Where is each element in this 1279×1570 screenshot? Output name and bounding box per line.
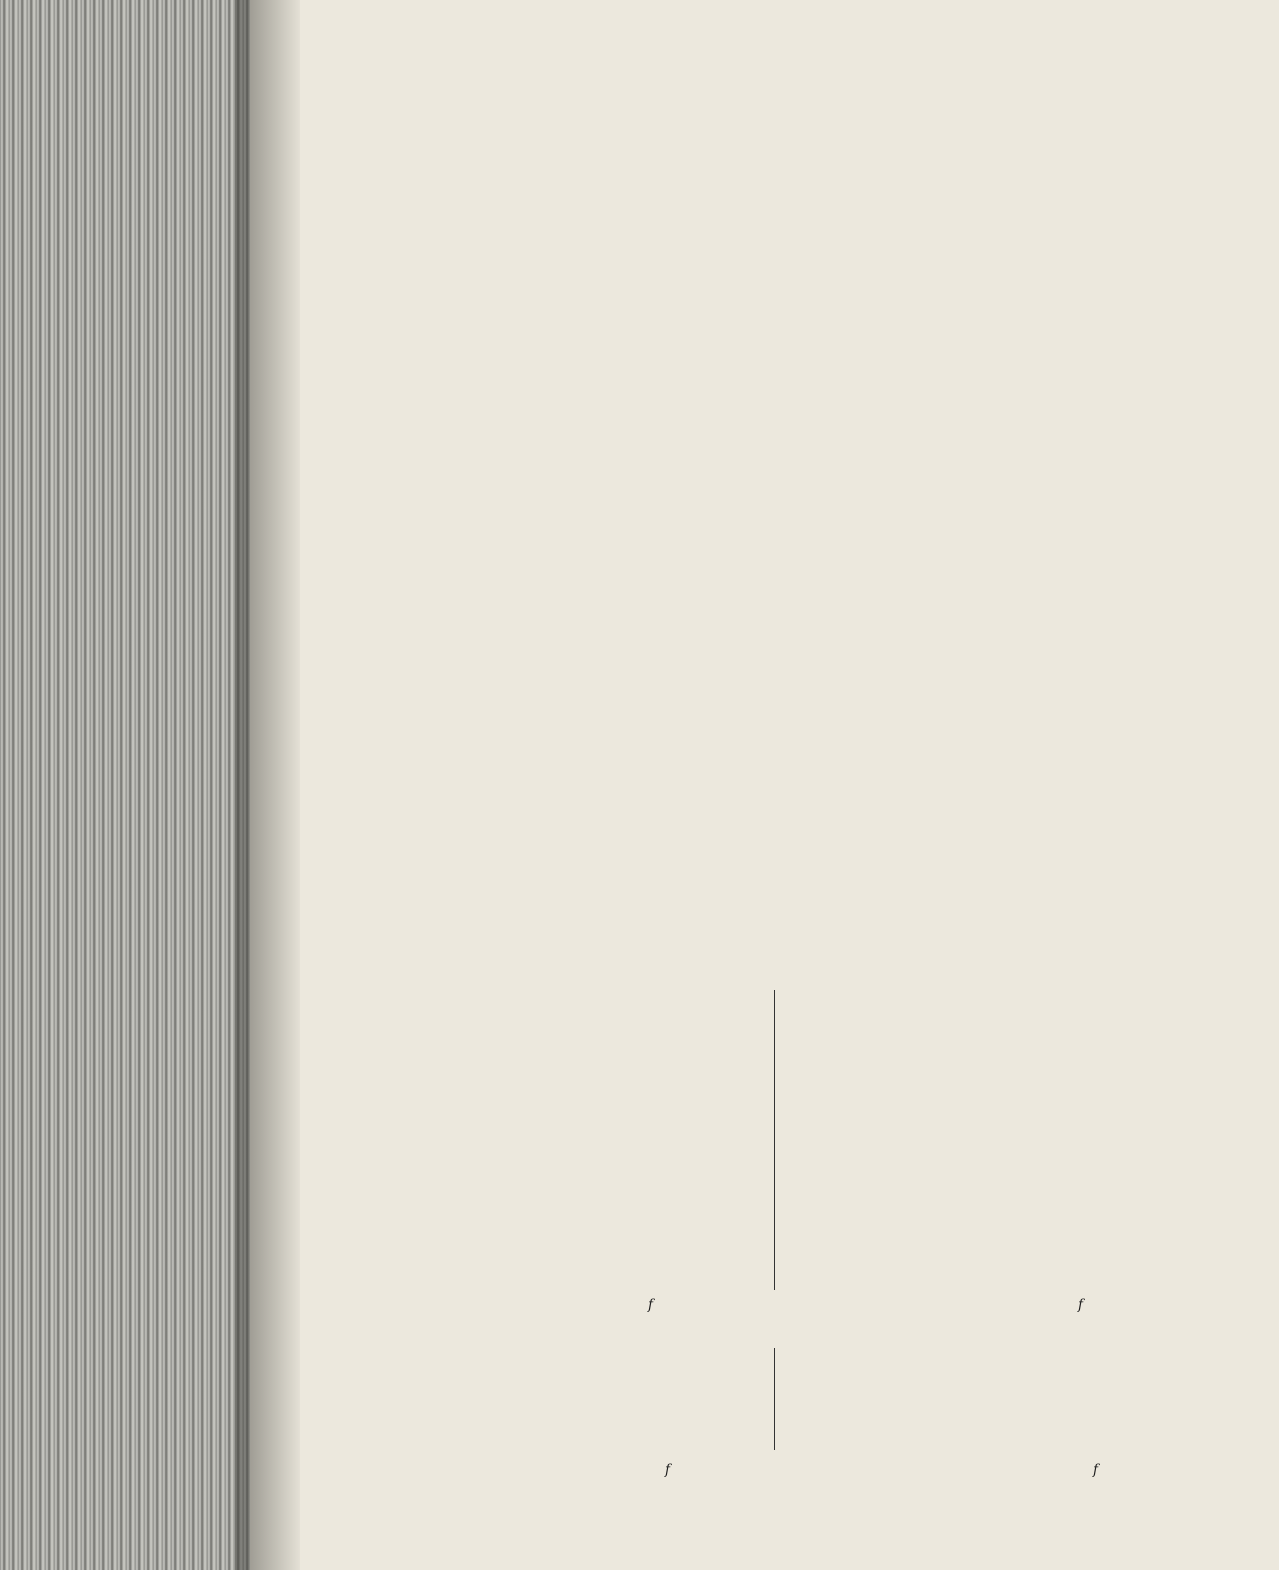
book-page-edge: [0, 0, 250, 1570]
winst-total-debet: f: [665, 1462, 670, 1478]
page-header: [370, 90, 1200, 120]
statistics-table: [368, 702, 1208, 760]
balans-total-actief: f: [648, 1297, 653, 1313]
balans-total-passief: f: [1078, 1297, 1083, 1313]
winst-divider: [774, 1348, 775, 1450]
balans-divider: [774, 990, 775, 1290]
gutter-shadow: [235, 0, 305, 1570]
statistics-table-header: [368, 702, 1208, 760]
winst-total-credit: f: [1093, 1462, 1098, 1478]
page-sheet: [300, 0, 1279, 1570]
